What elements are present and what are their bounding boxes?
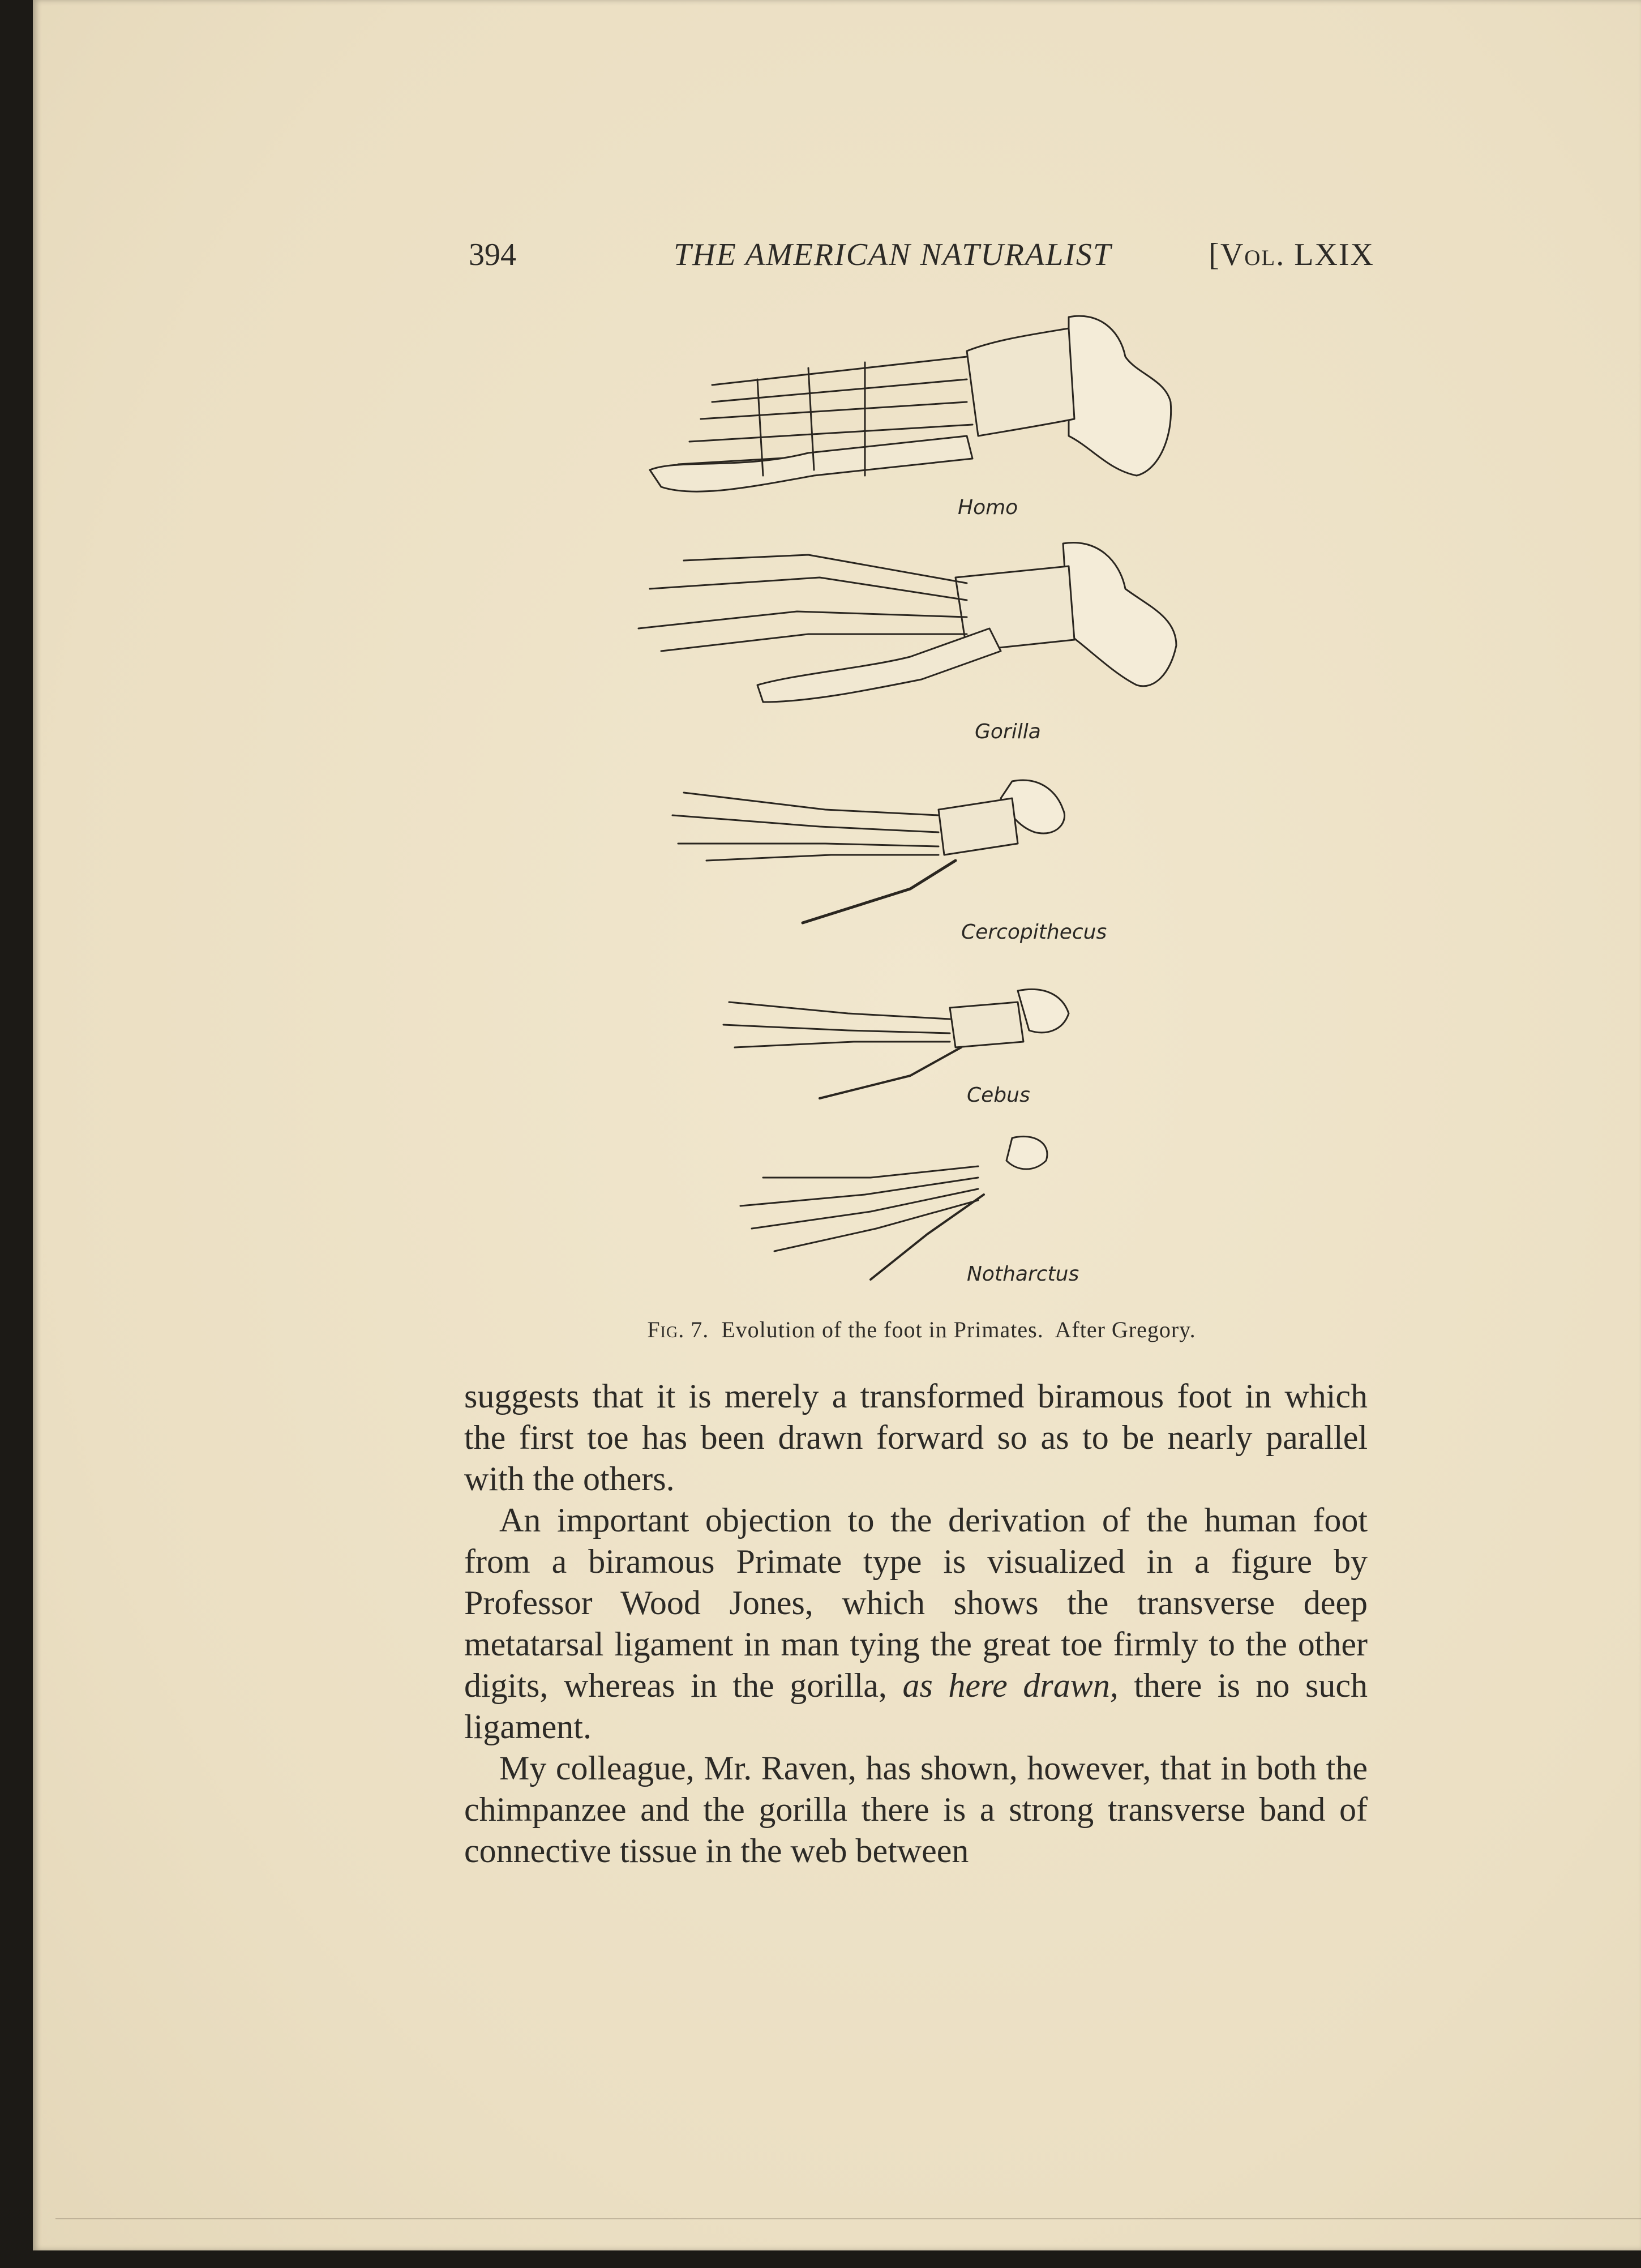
paragraph-2-main: An important objection to the derivation of the human foot from a biramous Primate type is visualized in a figure by Professor Wood Jones, which shows the transverse deep metatarsal ligament in man tying the great toe firmly to the other digits, whereas in the gorilla, (464, 1501, 1368, 1704)
cebus-foot-drawing (723, 989, 1069, 1098)
paragraph-2-end: there is no such ligament. (464, 1667, 1368, 1745)
figure-caption (469, 1316, 1374, 1343)
figure-label-homo: Homo (958, 496, 1018, 519)
homo-foot-drawing (650, 316, 1171, 491)
body-text (464, 1376, 1368, 1872)
page (33, 0, 1641, 2250)
caption-credit: After Gregory. (1055, 1317, 1196, 1342)
page-number: 394 (469, 237, 516, 272)
figure-label-cercopithecus: Cercopithecus (961, 921, 1107, 944)
paragraph-2-italic: as here drawn, (902, 1667, 1119, 1704)
figure-foot-evolution (627, 306, 1210, 1313)
paragraph-3: My colleague, Mr. Raven, has shown, however, that in both the chimpanzee and the gorilla there is a strong transverse band of connective tissue in the web between (464, 1749, 1368, 1869)
figure-label-notharctus: Notharctus (967, 1263, 1079, 1286)
volume-label: [Vol. LXIX (1209, 237, 1374, 272)
figure-label-cebus: Cebus (967, 1084, 1030, 1107)
caption-text: Evolution of the foot in Primates. (721, 1317, 1044, 1342)
foot-skeleton-illustrations (627, 306, 1210, 1313)
gorilla-foot-drawing (639, 542, 1176, 702)
notharctus-foot-drawing (740, 1136, 1047, 1280)
paragraph-1: suggests that it is merely a transformed biramous foot in which the first toe has been drawn forward so as to be nearly parallel with the others. (464, 1377, 1368, 1497)
cercopithecus-foot-drawing (672, 780, 1065, 923)
paragraph-2 (464, 1500, 1368, 1748)
journal-title: THE AMERICAN NATURALIST (674, 237, 1112, 272)
caption-figure-number: Fig. 7. (647, 1317, 709, 1342)
figure-label-gorilla: Gorilla (975, 720, 1041, 743)
running-header (469, 237, 1374, 276)
page-edge-line (55, 2218, 1641, 2219)
